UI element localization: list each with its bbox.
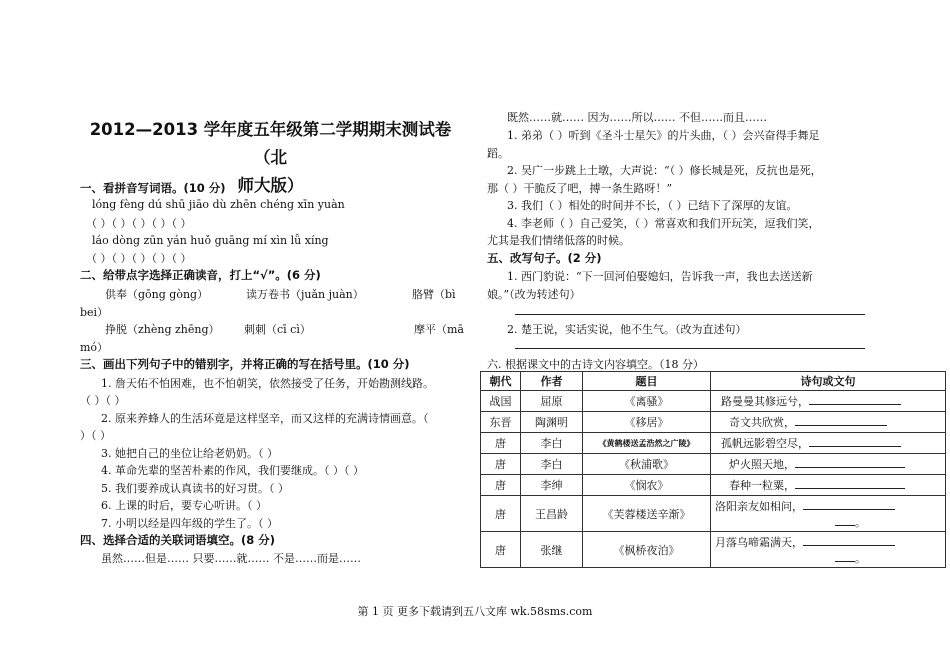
title-cell: 《离骚》 — [583, 391, 711, 412]
table-row — [481, 433, 946, 454]
rewrite-question-1: 1. 西门豹说：“下一回河伯娶媳妇，告诉我一声，我也去送送新 — [507, 270, 813, 283]
column-header: 朝代 — [481, 372, 521, 391]
poem-table — [480, 371, 946, 568]
rewrite-question-1-cont: 娘。”（改为转述句） — [487, 288, 581, 301]
author-cell: 屈原 — [521, 391, 583, 412]
table-row — [481, 412, 946, 433]
pinyin-row-2: láo dòng zūn yán huǒ guāng mí xìn lǚ xíng — [92, 234, 329, 247]
table-row — [481, 391, 946, 412]
section-5-heading: 五、改写句子。(2 分) — [487, 251, 602, 265]
answer-brackets-2[interactable]: （ ）（ ）（ ）（ ）（ ） — [86, 252, 192, 265]
sentence-5: 5. 我们要养成认真读书的好习贯。（ ） — [101, 482, 289, 495]
fill-question-1-cont: 蹈。 — [487, 147, 509, 160]
title-cell: 《秋浦歌》 — [583, 454, 711, 475]
title-line-2: 师大版） — [237, 176, 304, 195]
fill-question-1: 1. 弟弟（ ）听到《圣斗士星矢》的片头曲，（ ）会兴奋得手舞足 — [507, 129, 820, 142]
fill-blank[interactable] — [835, 515, 855, 526]
sentence-2: 2. 原来养蜂人的生活环竟是这样坚辛，而又这样的充满诗情画意。（ — [101, 412, 429, 425]
dynasty-cell: 战国 — [481, 391, 521, 412]
table-row — [481, 496, 946, 532]
answer-brackets-1[interactable]: （ ）（ ）（ ）（ ）（ ） — [86, 217, 192, 230]
verse-text: 孤帆远影碧空尽， — [721, 437, 809, 450]
sentence-1-answer[interactable]: （ ）（ ） — [80, 394, 126, 407]
verse-text: 路曼曼其修远兮， — [721, 395, 809, 408]
pronunciation-item-cont: bei） — [80, 306, 109, 319]
section-2-heading: 二、给带点字选择正确读音，打上“√”。(6 分) — [80, 268, 321, 282]
verse-cell[interactable] — [711, 475, 946, 496]
end-mark: 。 — [855, 516, 866, 529]
title-cell: 《移居》 — [583, 412, 711, 433]
table-header-row — [481, 372, 946, 391]
title-line-1: 2012—2013 学年度五年级第二学期期末测试卷（北 — [89, 120, 452, 167]
sentence-7: 7. 小明以经是四年级的学生了。（ ） — [101, 517, 278, 530]
fill-blank[interactable] — [795, 478, 905, 489]
verse-cell[interactable] — [711, 391, 946, 412]
verse-cell[interactable] — [711, 496, 946, 532]
verse-text: 洛阳亲友如相问， — [715, 500, 803, 513]
column-header: 作者 — [521, 372, 583, 391]
end-mark: 。 — [855, 552, 866, 565]
answer-line-1[interactable] — [515, 314, 865, 315]
author-cell: 李绅 — [521, 475, 583, 496]
author-cell: 李白 — [521, 433, 583, 454]
rewrite-question-2: 2. 楚王说，实话实说，他不生气。（改为直述句） — [507, 323, 747, 336]
sentence-4: 4. 革命先辈的坚苦朴素的作风，我们要继成。（ ）（ ） — [101, 464, 364, 477]
dynasty-cell: 唐 — [481, 496, 521, 532]
title-cell: 《芙蓉楼送辛渐》 — [583, 496, 711, 532]
section-3-heading: 三、画出下列句子中的错别字，并将正确的写在括号里。(10 分) — [80, 357, 410, 371]
dynasty-cell: 唐 — [481, 475, 521, 496]
pronunciation-item[interactable]: 供奉（gōng gòng） — [105, 288, 209, 301]
fill-blank[interactable] — [803, 499, 895, 510]
fill-blank[interactable] — [809, 436, 901, 447]
sentence-3: 3. 她把自己的坐位让给老奶奶。（ ） — [101, 447, 278, 460]
verse-cell[interactable] — [711, 412, 946, 433]
column-header: 题目 — [583, 372, 711, 391]
conjunction-options-1: 虽然……但是…… 只要……就…… 不是……而是…… — [101, 552, 361, 565]
fill-blank[interactable] — [803, 535, 895, 546]
verse-cell[interactable] — [711, 433, 946, 454]
column-header: 诗句或文句 — [711, 372, 946, 391]
table-row — [481, 532, 946, 568]
title-cell: 《悯农》 — [583, 475, 711, 496]
pinyin-row-1: lóng fèng dú shū jiāo dù zhēn chéng xīn yuàn — [92, 198, 345, 211]
author-cell: 王昌龄 — [521, 496, 583, 532]
fill-blank[interactable] — [795, 457, 905, 468]
page-footer: 第 1 页 更多下载请到五八文库 wk.58sms.com — [357, 605, 593, 618]
conjunction-options-2: 既然……就…… 因为……所以…… 不但……而且…… — [507, 111, 767, 124]
pronunciation-item-cont: mó） — [80, 341, 109, 354]
author-cell: 李白 — [521, 454, 583, 475]
fill-blank[interactable] — [795, 415, 887, 426]
author-cell: 张继 — [521, 532, 583, 568]
title-cell: 《黄鹤楼送孟浩然之广陵》 — [583, 433, 711, 454]
dynasty-cell: 唐 — [481, 433, 521, 454]
verse-cell[interactable] — [711, 532, 946, 568]
author-cell: 陶渊明 — [521, 412, 583, 433]
fill-question-4-cont: 尤其是我们情绪低落的时候。 — [487, 234, 630, 247]
pronunciation-item[interactable]: 挣脱（zhèng zhēng） — [105, 323, 220, 336]
sentence-1: 1. 詹天佑不怕困难，也不怕朝笑，依然接受了任务，开始勘测线路。 — [101, 377, 434, 390]
sentence-2-answer[interactable]: ）（ ） — [80, 429, 111, 442]
dynasty-cell: 东晋 — [481, 412, 521, 433]
verse-text: 春种一粒粟， — [729, 479, 795, 492]
section-4-heading: 四、选择合适的关联词语填空。(8 分) — [80, 533, 276, 547]
section-1-heading: 一、看拼音写词语。(10 分) — [80, 181, 226, 195]
verse-cell[interactable] — [711, 454, 946, 475]
section-6-heading: 六. 根据课文中的古诗文内容填空。（18 分） — [487, 358, 704, 371]
verse-text: 奇文共欣赏， — [729, 416, 795, 429]
answer-line-2[interactable] — [515, 348, 865, 349]
fill-question-2: 2. 吴广一步跳上土墩，大声说：“（ ）修长城是死，反抗也是死， — [507, 164, 822, 177]
verse-text: 炉火照天地， — [729, 458, 795, 471]
fill-blank[interactable] — [835, 551, 855, 562]
dynasty-cell: 唐 — [481, 532, 521, 568]
pronunciation-item[interactable]: 读万卷书（juǎn juàn） — [246, 288, 364, 301]
table-row — [481, 475, 946, 496]
title-cell: 《枫桥夜泊》 — [583, 532, 711, 568]
pronunciation-item[interactable]: 刺刺（cī cì） — [244, 323, 311, 336]
verse-text: 月落乌啼霜满天， — [715, 536, 803, 549]
dynasty-cell: 唐 — [481, 454, 521, 475]
table-row — [481, 454, 946, 475]
fill-question-4: 4. 李老师（ ）自己爱笑，（ ）常喜欢和我们开玩笑，逗我们笑， — [507, 217, 820, 230]
fill-blank[interactable] — [809, 394, 901, 405]
fill-question-2-cont: 那（ ）干脆反了吧，搏一条生路呀！” — [487, 182, 673, 195]
pronunciation-item[interactable]: 胳臂（bì — [412, 288, 456, 301]
sentence-6: 6. 上课的时后，要专心听讲。（ ） — [101, 499, 267, 512]
pronunciation-item[interactable]: 摩平（mā — [414, 323, 464, 336]
fill-question-3: 3. 我们（ ）相处的时间并不长，（ ）已结下了深厚的友谊。 — [507, 199, 798, 212]
